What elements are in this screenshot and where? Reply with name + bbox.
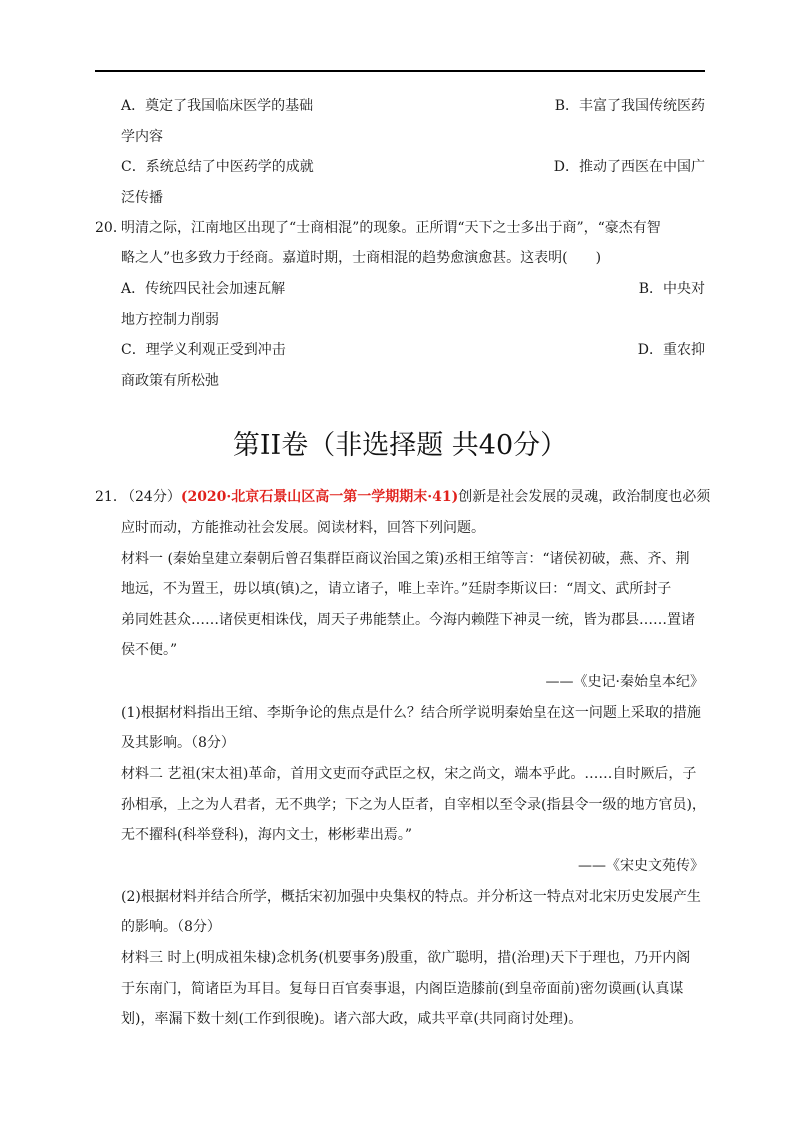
material-1-source: ——《史记·秦始皇本纪》 (545, 674, 704, 690)
question-2-line-2: 的影响。（8分） (121, 919, 221, 935)
q21-intro-text: 创新是社会发展的灵魂，政治制度也必须 (458, 489, 711, 505)
question-1-line-2: 及其影响。（8分） (121, 735, 235, 751)
q21-intro-line-2: 应时而动，方能推动社会发展。阅读材料，回答下列问题。 (121, 520, 485, 536)
q20-option-a: A．传统四民社会加速瓦解 (121, 281, 286, 297)
q21-number: 21． (95, 489, 127, 505)
question-1-line-1: (1)根据材料指出王绾、李斯争论的焦点是什么？结合所学说明秦始皇在这一问题上采取的措施 (121, 705, 701, 721)
q20-option-b: B．中央对 (638, 281, 705, 297)
q19-option-b-continuation: 学内容 (121, 129, 163, 145)
material-1-line-2: 地远，不为置王，毋以填(镇)之，请立诸子，唯上幸许。”廷尉李斯议曰：“周文、武所封子 (121, 581, 672, 597)
material-3-line-2: 于东南门，简诸臣为耳目。复每日百官奏事退，内阁臣造膝前(到皇帝面前)密勿谟画(认真谋 (121, 981, 684, 997)
q21-intro-line-1 (121, 487, 710, 507)
material-1-line-4: 侯不便。” (121, 642, 178, 658)
q20-option-d-continuation: 商政策有所松弛 (121, 373, 219, 389)
q20-number: 20． (95, 220, 127, 236)
q20-stem-line-1: 明清之际，江南地区出现了“士商相混”的现象。正所谓“天下之士多出于商”，“豪杰有智 (121, 220, 661, 236)
q20-option-b-continuation: 地方控制力削弱 (121, 312, 219, 328)
material-3-line-3: 划)，率漏下数十刻(工作到很晚)。诸六部大政，咸共平章(共同商讨处理)。 (121, 1011, 583, 1027)
material-2-line-3: 无不擢科(科举登科)，海内文士，彬彬辈出焉。” (121, 827, 413, 843)
q19-option-b: B．丰富了我国传统医药 (554, 98, 705, 114)
material-2-line-1: 材料二 艺祖(宋太祖)革命，首用文吏而夺武臣之权，宋之尚文，端本乎此。……自时厥后，子 (121, 766, 697, 782)
material-1-line-3: 弟同姓甚众……诸侯更相诛伐，周天子弗能禁止。今海内赖陛下神灵一统，皆为郡县……置诸 (121, 612, 695, 628)
material-1-line-1: 材料一 (秦始皇建立秦朝后曾召集群臣商议治国之策)丞相王绾等言：“诸侯初破，燕、齐、荆 (121, 551, 690, 567)
question-2-line-1: (2)根据材料并结合所学，概括宋初加强中央集权的特点。并分析这一特点对北宋历史发展产生 (121, 889, 701, 905)
section-title: 第II卷（非选择题 共40分） (232, 430, 568, 461)
q20-option-d: D．重农抑 (637, 342, 705, 358)
material-2-line-2: 孙相承，上之为人君者，无不典学；下之为人臣者，自宰相以至令录(指县令一级的地方官员)， (121, 797, 706, 813)
q20-option-c: C．理学义利观正受到冲击 (121, 342, 286, 358)
q19-option-d-continuation: 泛传播 (121, 190, 163, 206)
material-2-source: ——《宋史文苑传》 (578, 858, 704, 874)
q19-option-d: D．推动了西医在中国广 (553, 159, 705, 175)
q19-option-c: C．系统总结了中医药学的成就 (121, 159, 314, 175)
header-rule (95, 70, 705, 72)
q21-source-tag: (2020·北京石景山区高一第一学期期末·41) (180, 489, 459, 505)
q19-option-a: A．奠定了我国临床医学的基础 (121, 98, 314, 114)
q21-points: （24分） (121, 489, 181, 505)
q20-stem-line-2: 略之人”也多致力于经商。嘉道时期，士商相混的趋势愈演愈甚。这表明( ) (121, 250, 602, 266)
material-3-line-1: 材料三 时上(明成祖朱棣)念机务(机要事务)殷重，欲广聪明，措(治理)天下于理也，乃开内阁 (121, 950, 691, 966)
